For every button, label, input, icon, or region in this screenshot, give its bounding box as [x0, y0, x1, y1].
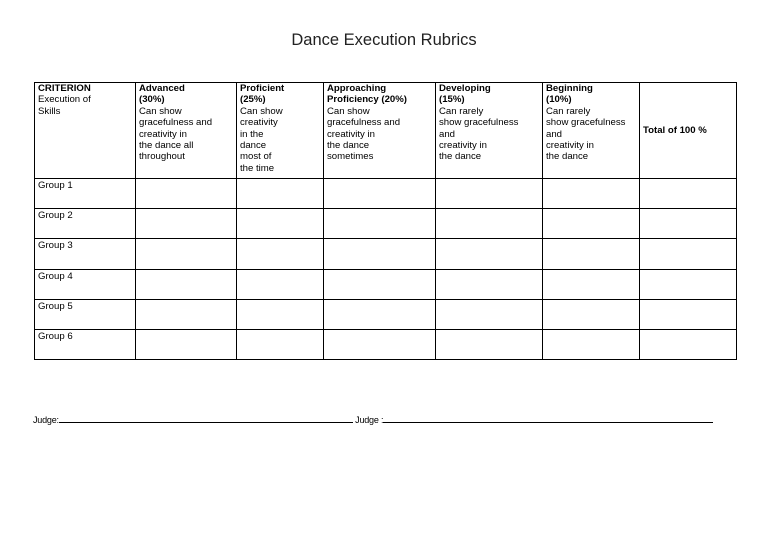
score-cell[interactable]: [543, 329, 640, 359]
level-desc-line: in the: [240, 128, 264, 140]
level-desc-line: creativity in: [546, 140, 594, 152]
group-label: Group 5: [35, 299, 136, 329]
score-cell[interactable]: [237, 269, 324, 299]
score-cell[interactable]: [543, 209, 640, 239]
score-cell[interactable]: [436, 269, 543, 299]
level-desc-line: the dance: [327, 140, 370, 152]
level-desc-line: creativity: [240, 117, 278, 129]
level-heading-line: Proficient: [240, 83, 285, 94]
level-heading-line: (10%): [546, 94, 572, 106]
level-desc-line: Can show: [240, 105, 283, 117]
level-heading-line: Beginning: [546, 83, 593, 94]
level-desc-line: creativity in: [439, 140, 487, 152]
score-cell[interactable]: [543, 269, 640, 299]
rubric-header-row: [35, 83, 737, 179]
level-heading-line: (25%): [240, 94, 266, 106]
score-cell[interactable]: [324, 209, 436, 239]
rubric-table: [34, 82, 737, 360]
total-cell[interactable]: [640, 179, 737, 209]
score-cell[interactable]: [136, 209, 237, 239]
level-desc-line: and: [546, 128, 563, 140]
level-desc-line: and: [439, 128, 456, 140]
score-cell[interactable]: [136, 269, 237, 299]
score-cell[interactable]: [436, 299, 543, 329]
level-desc-line: the dance: [439, 151, 482, 163]
score-cell[interactable]: [136, 299, 237, 329]
level-header-developing: [436, 83, 543, 179]
level-desc-line: creativity in: [139, 128, 187, 140]
level-header-proficient: [237, 83, 324, 179]
level-desc-line: creativity in: [327, 128, 375, 140]
level-desc-line: Can show: [327, 105, 370, 117]
table-row: [35, 209, 737, 239]
level-desc-line: Can rarely: [546, 105, 591, 117]
level-desc-line: dance: [240, 140, 267, 152]
group-label: Group 3: [35, 239, 136, 269]
table-row: [35, 269, 737, 299]
table-row: [35, 239, 737, 269]
total-cell[interactable]: [640, 269, 737, 299]
level-desc-line: the time: [240, 162, 275, 174]
page-title: Dance Execution Rubrics: [291, 31, 477, 49]
group-label: Group 2: [35, 209, 136, 239]
score-cell[interactable]: [436, 209, 543, 239]
level-desc-line: show gracefulness: [546, 117, 626, 129]
level-desc-line: most of: [240, 151, 272, 163]
level-heading-line: Approaching: [327, 83, 387, 94]
level-header-advanced: [136, 83, 237, 179]
total-cell[interactable]: [640, 239, 737, 269]
group-label: Group 4: [35, 269, 136, 299]
total-cell[interactable]: [640, 329, 737, 359]
criterion-heading: CRITERION: [38, 83, 91, 94]
level-desc-line: the dance all: [139, 140, 194, 152]
score-cell[interactable]: [324, 269, 436, 299]
level-heading-line: (30%): [139, 94, 165, 106]
score-cell[interactable]: [324, 179, 436, 209]
level-desc-line: sometimes: [327, 151, 374, 163]
score-cell[interactable]: [136, 239, 237, 269]
score-cell[interactable]: [237, 209, 324, 239]
criterion-text-line: Execution of: [38, 94, 91, 106]
score-cell[interactable]: [237, 239, 324, 269]
level-header-approaching-proficiency: [324, 83, 436, 179]
score-cell[interactable]: [136, 179, 237, 209]
score-cell[interactable]: [324, 239, 436, 269]
total-cell[interactable]: [640, 299, 737, 329]
total-cell[interactable]: [640, 209, 737, 239]
level-desc-line: Can rarely: [439, 105, 484, 117]
score-cell[interactable]: [436, 329, 543, 359]
score-cell[interactable]: [136, 329, 237, 359]
judge-label: Judge :: [355, 415, 384, 425]
criterion-text-line: Skills: [38, 105, 61, 117]
score-cell[interactable]: [543, 179, 640, 209]
level-desc-line: show gracefulness: [439, 117, 519, 129]
criterion-header-cell: [35, 83, 136, 179]
table-row: [35, 179, 737, 209]
score-cell[interactable]: [543, 299, 640, 329]
group-label: Group 6: [35, 329, 136, 359]
level-desc-line: Can show: [139, 105, 182, 117]
table-row: [35, 299, 737, 329]
score-cell[interactable]: [237, 179, 324, 209]
level-heading-line: Developing: [439, 83, 491, 94]
level-desc-line: the dance: [546, 151, 589, 163]
judge-signature-blank[interactable]: [383, 413, 713, 423]
level-desc-line: throughout: [139, 151, 185, 163]
score-cell[interactable]: [237, 329, 324, 359]
judge-signature-line: [33, 413, 713, 425]
score-cell[interactable]: [324, 329, 436, 359]
level-desc-line: gracefulness and: [139, 117, 213, 129]
score-cell[interactable]: [436, 179, 543, 209]
table-row: [35, 329, 737, 359]
level-heading-line: (15%): [439, 94, 465, 106]
level-heading-line: Proficiency (20%): [327, 94, 407, 106]
judge-label: Judge:: [33, 415, 59, 425]
score-cell[interactable]: [324, 299, 436, 329]
level-header-beginning: [543, 83, 640, 179]
score-cell[interactable]: [237, 299, 324, 329]
level-desc-line: gracefulness and: [327, 117, 401, 129]
level-heading-line: Advanced: [139, 83, 185, 94]
score-cell[interactable]: [543, 239, 640, 269]
judge-signature-blank[interactable]: [59, 413, 353, 423]
group-label: Group 1: [35, 179, 136, 209]
total-header-cell: Total of 100 %: [640, 83, 737, 179]
score-cell[interactable]: [436, 239, 543, 269]
